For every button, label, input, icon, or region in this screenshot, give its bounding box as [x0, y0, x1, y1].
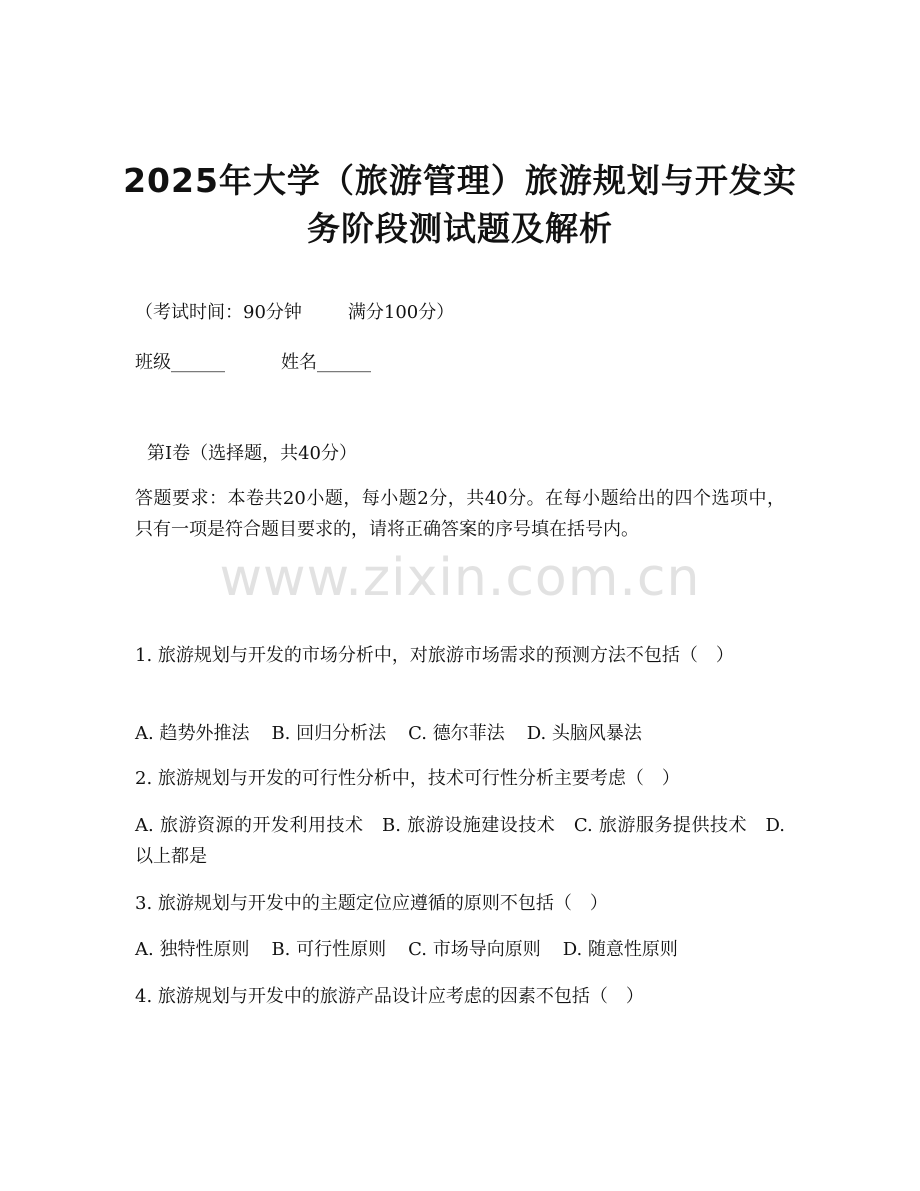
q1-option-d: D. 头脑风暴法	[526, 723, 642, 744]
exam-info	[135, 300, 785, 326]
q1-option-c: C. 德尔菲法	[408, 723, 505, 744]
question-3-options	[135, 937, 785, 963]
question-4-stem: 4. 旅游规划与开发中的旅游产品设计应考虑的因素不包括（ ）	[135, 986, 644, 1007]
instructions: 答题要求：本卷共20小题，每小题2分，共40分。在每小题给出的四个选项中，只有一项是符合题目要求的，请将正确答案的序号填在括号内。	[135, 488, 785, 540]
title-line-1: 2025年大学（旅游管理）旅游规划与开发实	[123, 161, 797, 200]
q3-option-a: A. 独特性原则	[135, 939, 250, 960]
q3-option-c: C. 市场导向原则	[408, 939, 541, 960]
title-line-2: 务阶段测试题及解析	[307, 209, 613, 248]
question-2-options: A. 旅游资源的开发利用技术 B. 旅游设施建设技术 C. 旅游服务提供技术 D. 以上都是	[135, 815, 785, 867]
q3-option-d: D. 随意性原则	[562, 939, 678, 960]
watermark: www.zixin.com.cn	[219, 548, 701, 608]
q1-option-a: A. 趋势外推法	[135, 723, 250, 744]
student-fields	[135, 350, 785, 376]
question-1-stem: 1. 旅游规划与开发的市场分析中，对旅游市场需求的预测方法不包括（ ）	[135, 645, 734, 666]
q3-option-b: B. 可行性原则	[271, 939, 387, 960]
section-heading: 第I卷（选择题，共40分）	[147, 443, 358, 464]
question-1-options	[135, 721, 785, 747]
question-2-stem: 2. 旅游规划与开发的可行性分析中，技术可行性分析主要考虑（ ）	[135, 768, 680, 789]
exam-score: 满分100分）	[347, 302, 455, 323]
exam-time: （考试时间：90分钟	[135, 302, 302, 323]
question-3-stem: 3. 旅游规划与开发中的主题定位应遵循的原则不包括（ ）	[135, 893, 608, 914]
name-field: 姓名______	[281, 352, 371, 373]
class-field: 班级______	[135, 352, 225, 373]
q1-option-b: B. 回归分析法	[271, 723, 387, 744]
